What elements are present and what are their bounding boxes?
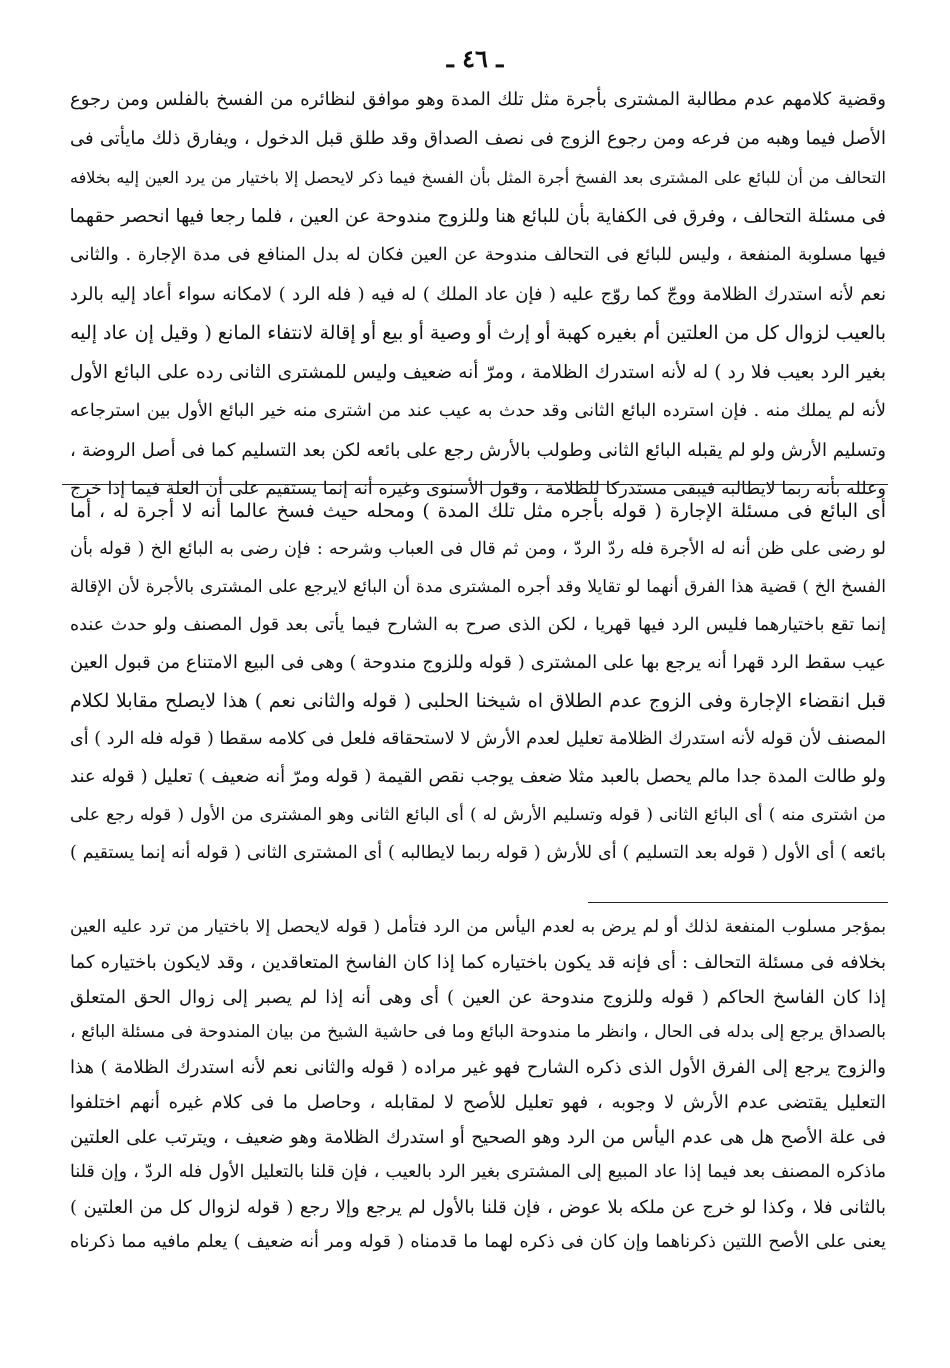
- commentary-line: عيب سقط الرد قهرا أنه يرجع بها على المشترى ( قوله وللزوج مندوحة ) وهى فى البيع الامتناع من قبول العين: [70, 652, 886, 673]
- gloss-line: يعنى على الأصح اللتين ذكرناهما وإن كان فى ذكره لهما ما قدمناه ( قوله ومر أنه ضعيف ) يعلم مافيه مما ذكرناه: [70, 1232, 886, 1252]
- commentary-line: لو رضى على ظن أنه له الأجرة فله ردّ الردّ ، ومن ثم قال فى العباب وشرحه : فإن رضى به البائع الخ ( قوله بأن: [70, 539, 886, 559]
- main-text-line: وتسليم الأرش ولو لم يقبله البائع الثانى وطولب بالأرش رجع على بائعه لكن بعد التسليم كما فى أصل الروضة ،: [70, 440, 886, 461]
- section-divider: [588, 902, 888, 903]
- main-text-line: الأصل فيما وهبه من فرعه ومن رجوع الزوج فى نصف الصداق وقد طلق قبل الدخول ، ويفارق ذلك مايأتى فى: [70, 128, 886, 149]
- gloss-line: والزوج يرجع إلى الفرق الأول الذى ذكره الشارح فهو غير مراده ( قوله والثانى نعم لأنه استدرك الظلامة ) هذا: [70, 1057, 886, 1078]
- gloss-line: فى علة الأصح هل هى عدم اليأس من الرد وهو الصحيح أو استدرك الظلامة وهو ضعيف ، ويترتب على العلتين: [70, 1127, 886, 1148]
- section-divider: [62, 484, 888, 485]
- glosses-text: [70, 910, 886, 1260]
- gloss-line: بالصداق يرجع إلى بدله فى الحال ، وانظر ما مندوحة البائع وما فى حاشية الشيخ من بيان المندوحة فى مسئلة البائع ،: [70, 1022, 886, 1042]
- commentary-line: أى البائع فى مسئلة الإجارة ( قوله بأجره مثل تلك المدة ) ومحله حيث فسخ عالما أنه لا أجرة له ، أما: [70, 500, 886, 522]
- commentary-line: إنما تقع باختيارهما فليس الرد فيها قهريا ، لكن الذى صرح به الشارح فيما يأتى بعد قول المصنف ولو حدث عنده: [70, 615, 886, 635]
- main-text-line: بغير الرد بعيب فلا رد ) له لأنه استدرك الظلامة ، ومرّ أنه ضعيف وليس للمشترى الثانى رده على البائع الأول: [70, 362, 886, 383]
- commentary-line: من اشترى منه ) أى البائع الثانى ( قوله وتسليم الأرش له ) أى البائع الثانى وهو المشترى من الأول ( قوله رجع على: [70, 805, 886, 825]
- main-text-line: وعلله بأنه ربما لايطالبه فيبقى مستدركا للظلامة ، وقول الأسنوى وغيره أنه إنما يستقيم على أن العلة فيما إذا خرج: [70, 479, 886, 499]
- gloss-line: بمؤجر مسلوب المنفعة لذلك أو لم يرض به لعدم اليأس من الرد فتأمل ( قوله لايحصل إلا باختيار من ترد عليه العين: [70, 917, 886, 937]
- gloss-line: بالثانى فلا ، وكذا لو خرج عن ملكه بلا عوض ، فإن قلنا بالأول لم يرجع وإلا رجع ( قوله لزوال كل من العلتين ): [70, 1197, 886, 1218]
- commentary-line: ولو طالت المدة جدا مالم يحصل بالعبد مثلا ضعف يوجب نقص القيمة ( قوله ومرّ أنه ضعيف ) تعليل ( قوله عند: [70, 766, 886, 787]
- main-text-line: بالعيب لزوال كل من العلتين أم بغيره كهبة أو إرث أو وصية أو بيع أو إقالة لانتفاء المانع ( وقيل إن عاد إليه: [70, 322, 886, 344]
- main-text: [70, 80, 886, 509]
- commentary-line: قبل انقضاء الإجارة وفى الزوج عدم الطلاق اه شيخنا الحلبى ( قوله والثانى نعم ) هذا لايصلح مقابلا لكلام: [70, 690, 886, 712]
- commentary-text: [70, 492, 886, 872]
- main-text-line: لأنه لم يملك منه . فإن استرده البائع الثانى وقد حدث به عيب عند من اشترى منه خير البائع الأول بين استرجاعه: [70, 401, 886, 421]
- commentary-line: المصنف لأن قوله لأنه استدرك الظلامة تعليل لعدم الأرش لا لاستحقاقه فلعل فى كلامه سقطا ( قوله فله الرد ) أى: [70, 729, 886, 749]
- gloss-line: التعليل يقتضى عدم الأرش لا وجوبه ، فهو تعليل للأصح لا لمقابله ، وحاصل ما فى كلام غيره أنهم اختلفوا: [70, 1092, 886, 1113]
- page-number: ـ ٤٦ ـ: [446, 44, 504, 73]
- gloss-line: ماذكره المصنف بعد فيما إذا عاد المبيع إلى المشترى بغير الرد بالعيب ، فإن قلنا بالتعليل الأول فله الردّ ، وإن قلنا: [70, 1162, 886, 1182]
- gloss-line: بخلافه فى مسئلة التحالف : أى فإنه قد يكون باختياره كما إذا كان الفاسخ المتعاقدين ، وقد لايكون باختياره كما: [70, 952, 886, 973]
- main-text-line: التحالف من أن للبائع على المشترى بعد الفسخ أجرة المثل بأن الفسخ فيما ذكر لايحصل إلا باختيار من يرد العين إليه بخلافه: [70, 168, 886, 187]
- commentary-line: الفسخ الخ ) قضية هذا الفرق أنهما لو تقايلا وقد أجره المشترى مدة أن البائع لايرجع على المشترى بالأجرة لأن الإقالة: [70, 577, 886, 597]
- gloss-line: إذا كان الفاسخ الحاكم ( قوله وللزوج مندوحة عن العين ) أى وهى أنه إذا لم يصبر إلى زوال الحق المتعلق: [70, 987, 886, 1008]
- main-text-line: وقضية كلامهم عدم مطالبة المشترى بأجرة مثل تلك المدة وهو موافق لنظائره من الفسخ بالفلس ومن رجوع: [70, 89, 886, 110]
- main-text-line: نعم لأنه استدرك الظلامة ووجّ كما روّج عليه ( فإن عاد الملك ) له فيه ( فله الرد ) لامكانه سواء أعاد إليه بالرد: [70, 284, 886, 305]
- commentary-line: بائعه ) أى الأول ( قوله بعد التسليم ) أى للأرش ( قوله ربما لايطالبه ) أى المشترى الثانى ( قوله أنه إنما يستقيم ): [70, 843, 886, 863]
- main-text-line: فى مسئلة التحالف ، وفرق فى الكفاية بأن للبائع هنا وللزوج مندوحة عن العين ، فلما رجعا فيها انحصر حقهما: [70, 206, 886, 227]
- main-text-line: فيها مسلوبة المنفعة ، وليس للبائع فى التحالف مندوحة عن العين فكان له بدل المنافع فى مدة الإجارة . والثانى: [70, 245, 886, 265]
